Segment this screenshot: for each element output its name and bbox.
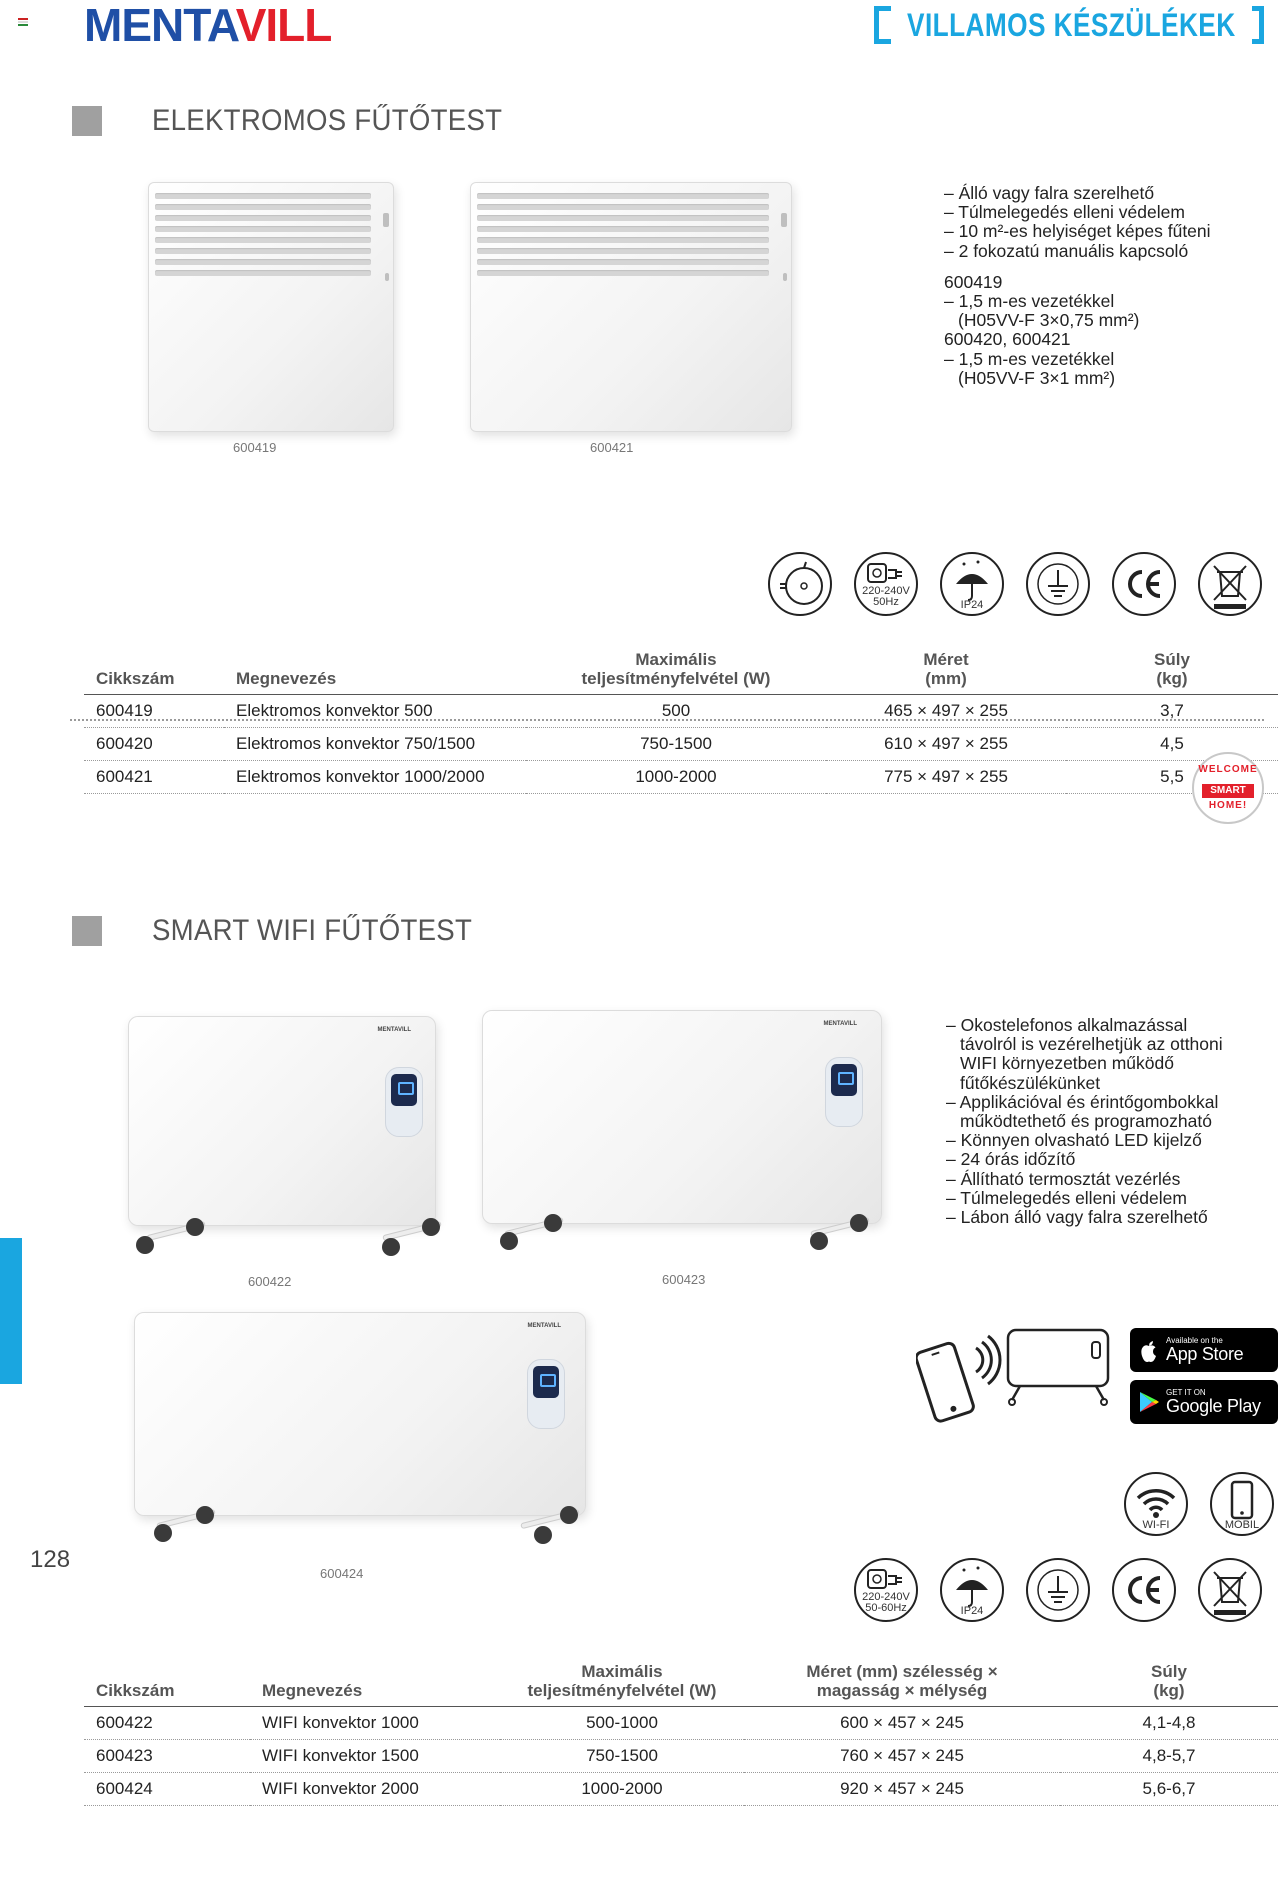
column-header: Méret (mm) [826,650,1066,695]
google-play-icon [1138,1390,1160,1414]
table-cell: 4,1-4,8 [1060,1707,1278,1740]
plug-icon-label: 220-240V 50-60Hz [862,1591,910,1614]
google-play-badge[interactable] [1130,1380,1278,1424]
product-image-600424 [134,1312,586,1516]
plug-icon [854,552,918,616]
feature-item: 600420, 600421 [944,329,1071,350]
feature-item: – 1,5 m-es vezetékkel [944,348,1115,369]
heater-leg [800,1212,880,1252]
heater-leg [510,1504,590,1544]
apple-icon [1138,1337,1160,1363]
heater-knob [781,213,787,227]
heater-brand-text: MENTAVILL [377,1027,411,1033]
table-body [84,695,1278,794]
heater-grill [155,193,371,276]
heater-leg [372,1216,452,1256]
table-cell: 1000-2000 [526,761,826,794]
ip24-umbrella-icon [940,552,1004,616]
table-cell: 610 × 497 × 255 [826,728,1066,761]
feature-item: (H05VV-F 3×0,75 mm²) [958,310,1140,331]
feature-item: – Túlmelegedés elleni védelem [946,1187,1187,1208]
app-store-badge[interactable] [1130,1328,1278,1372]
feature-item: – Könnyen olvasható LED kijelző [946,1130,1202,1151]
image-label: 600423 [662,1272,706,1287]
led-display [391,1074,417,1106]
thermostat-dial-icon [768,552,832,616]
product-image-600423 [482,1010,882,1224]
table-cell: 760 × 457 × 245 [744,1740,1060,1773]
heater-leg [136,1216,216,1256]
google-play-small-text: GET IT ON [1166,1388,1206,1397]
table-cell: WIFI konvektor 1500 [250,1740,500,1773]
wifi-label: WI-FI [1142,1519,1170,1531]
feature-item: – 10 m²-es helyiséget képes fűteni [944,221,1211,242]
section-marker-icon [72,106,102,136]
ce-mark-icon [1112,552,1176,616]
heater-brand-text: MENTAVILL [823,1021,857,1027]
heater-switch [783,273,787,281]
category-title-text: VILLAMOS KÉSZÜLÉKEK [907,6,1236,43]
column-header: Méret (mm) szélesség × magasság × mélység [744,1662,1060,1707]
column-header: Megnevezés [250,1662,500,1707]
product-table-2 [84,1662,1278,1806]
table-cell: Elektromos konvektor 750/1500 [224,728,526,761]
heater-grill [477,193,769,276]
table-cell: WIFI konvektor 2000 [250,1773,500,1806]
table-cell: 465 × 497 × 255 [826,695,1066,728]
page-number: 128 [30,1546,71,1573]
wifi-icon [1124,1472,1188,1536]
feature-item: – Álló vagy falra szerelhető [944,183,1155,203]
image-label: 600424 [320,1566,364,1581]
column-header: Megnevezés [224,650,526,695]
table-cell: Elektromos konvektor 1000/2000 [224,761,526,794]
logo-text-vill: VILL [235,0,332,51]
section-title: SMART WIFI FŰTŐTEST [152,914,473,947]
heater-leg [494,1212,574,1252]
home-text: HOME! [1208,800,1248,811]
app-store-small-text: Available on the [1166,1336,1223,1345]
ground-icon [1026,1558,1090,1622]
side-accent-strip [0,1238,22,1384]
feature-item: 600419 [944,271,1003,292]
table-row [84,1740,1278,1773]
table-cell: 4,5 [1066,728,1278,761]
table-body [84,1707,1278,1806]
feature-item: – Állítható termosztát vezérlés [946,1168,1181,1189]
welcome-text: WELCOME [1198,764,1258,775]
image-label: 600421 [590,440,634,455]
feature-list [946,1016,1223,1227]
section-marker-icon [72,916,102,946]
table-cell: 600421 [84,761,224,794]
brand-logo [84,0,332,51]
feature-item: – 1,5 m-es vezetékkel [944,291,1115,312]
language-flag-icon [18,18,28,26]
logo-text-menta: MENTA [84,0,236,51]
table-header-row [84,1662,1278,1707]
control-panel [385,1067,423,1137]
product-image-600419 [148,182,394,432]
product-image-600422 [128,1016,436,1226]
control-panel [825,1057,863,1127]
bracket-right-icon [1252,6,1264,44]
feature-item: fűtőkészülékünket [960,1072,1101,1093]
table-row [84,1773,1278,1806]
table-cell: 750-1500 [500,1740,744,1773]
table-cell: 1000-2000 [500,1773,744,1806]
feature-item: – 24 órás időzítő [946,1149,1076,1170]
table-cell: 5,5 [1066,761,1278,794]
heater-brand-text: MENTAVILL [527,1323,561,1329]
table-cell: 600422 [84,1707,250,1740]
table-cell: 600 × 457 × 245 [744,1707,1060,1740]
image-label: 600422 [248,1274,292,1289]
mobile-label: MOBIL [1224,1519,1260,1531]
app-store-big-text: App Store [1166,1344,1244,1364]
product-image-600421 [470,182,792,432]
welcome-smart-home-badge [1192,752,1264,824]
feature-item: – Túlmelegedés elleni védelem [944,202,1185,223]
column-header: Súly (kg) [1060,1662,1278,1707]
feature-gap [944,261,1211,273]
table-cell: 600419 [84,695,224,728]
feature-item: – Okostelefonos alkalmazással [946,1015,1188,1035]
led-display [533,1366,559,1398]
table-row [84,695,1278,728]
mobile-icon [1210,1472,1274,1536]
heater-knob [383,213,389,227]
table-cell: 500-1000 [500,1707,744,1740]
category-title [874,4,1264,46]
table-cell: 3,7 [1066,695,1278,728]
image-label: 600419 [233,440,277,455]
table-header-row [84,650,1278,695]
column-header: Cikkszám [84,1662,250,1707]
table-cell: 500 [526,695,826,728]
table-cell: 600424 [84,1773,250,1806]
feature-item: távolról is vezérelhetjük az otthoni [960,1034,1223,1055]
table-cell: 920 × 457 × 245 [744,1773,1060,1806]
weee-bin-icon [1198,1558,1262,1622]
heater-leg [146,1504,226,1544]
table-cell: 600423 [84,1740,250,1773]
google-play-big-text: Google Play [1166,1396,1261,1416]
table-cell: WIFI konvektor 1000 [250,1707,500,1740]
ip24-label: IP24 [960,1605,984,1617]
bracket-left-icon [874,6,891,44]
weee-bin-icon [1198,552,1262,616]
plug-icon [854,1558,918,1622]
column-header: Cikkszám [84,650,224,695]
feature-item: – Applikációval és érintőgombokkal [946,1091,1219,1112]
led-display [831,1064,857,1096]
section-title: ELEKTROMOS FŰTŐTEST [152,104,503,137]
feature-item: – 2 fokozatú manuális kapcsoló [944,240,1189,261]
table-cell: 4,8-5,7 [1060,1740,1278,1773]
table-cell: 750-1500 [526,728,826,761]
table-row [84,728,1278,761]
feature-list [944,184,1211,388]
column-header: Súly (kg) [1066,650,1278,695]
feature-item: – Lábon álló vagy falra szerelhető [946,1207,1208,1228]
product-table-1 [84,650,1278,794]
heater-switch [385,273,389,281]
section-divider [70,719,1264,721]
table-cell: 600420 [84,728,224,761]
plug-icon-label: 220-240V 50Hz [862,585,910,608]
table-cell: 775 × 497 × 255 [826,761,1066,794]
column-header: Maximális teljesítményfelvétel (W) [500,1662,744,1707]
feature-item: működtethető és programozható [960,1111,1212,1132]
feature-item: WIFI környezetben működő [960,1053,1174,1074]
ip24-umbrella-icon [940,1558,1004,1622]
table-row [84,1707,1278,1740]
table-row [84,761,1278,794]
feature-item: (H05VV-F 3×1 mm²) [958,367,1116,388]
smart-text: SMART [1202,784,1254,798]
ip24-label: IP24 [960,599,984,611]
table-cell: 5,6-6,7 [1060,1773,1278,1806]
phone-remote-control-icon [916,1326,1140,1430]
table-cell: Elektromos konvektor 500 [224,695,526,728]
column-header: Maximális teljesítményfelvétel (W) [526,650,826,695]
ground-icon [1026,552,1090,616]
ce-mark-icon [1112,1558,1176,1622]
control-panel [527,1359,565,1429]
